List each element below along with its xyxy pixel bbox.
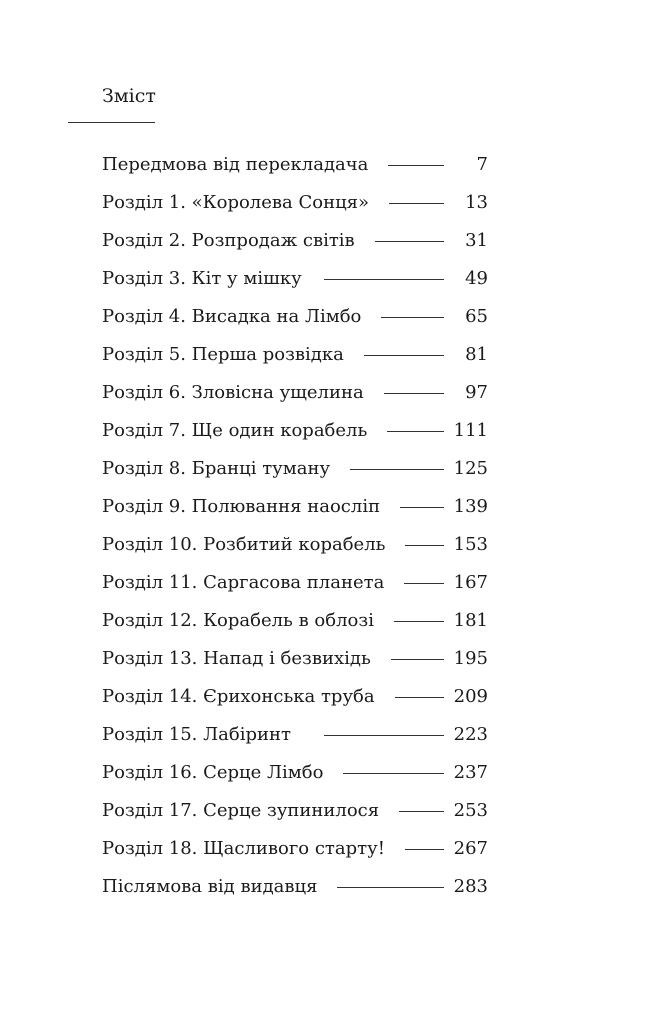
toc-entry xyxy=(102,639,488,677)
toc-entry-page-number: 195 xyxy=(453,647,488,669)
toc-entry-page-number: 267 xyxy=(453,837,488,859)
toc-entry-page-number: 237 xyxy=(453,761,488,783)
toc-entry-title: Розділ 16. Серце Лімбо xyxy=(102,761,324,783)
toc-entry xyxy=(102,183,488,221)
table-of-contents xyxy=(102,145,488,905)
toc-entry-title: Післямова від видавця xyxy=(102,875,318,897)
toc-entry-title: Розділ 5. Перша розвідка xyxy=(102,343,344,365)
toc-entry-page-number: 31 xyxy=(465,229,488,251)
toc-entry-title: Розділ 13. Напад і безвихідь xyxy=(102,647,371,669)
toc-entry-page-number: 81 xyxy=(465,343,488,365)
toc-entry-page-number: 7 xyxy=(476,153,488,175)
toc-entry-title: Розділ 4. Висадка на Лімбо xyxy=(102,305,362,327)
toc-entry xyxy=(102,487,488,525)
toc-entry-title: Розділ 15. Лабіринт xyxy=(102,723,291,745)
toc-entry-page-number: 209 xyxy=(453,685,488,707)
toc-entry-page-number: 167 xyxy=(453,571,488,593)
toc-entry-title: Розділ 12. Корабель в облозі xyxy=(102,609,374,631)
toc-entry xyxy=(102,335,488,373)
toc-entry-title: Розділ 6. Зловісна ущелина xyxy=(102,381,364,403)
toc-entry xyxy=(102,373,488,411)
toc-entry-page-number: 125 xyxy=(453,457,488,479)
toc-entry-title: Розділ 2. Розпродаж світів xyxy=(102,229,355,251)
toc-entry xyxy=(102,867,488,905)
toc-entry xyxy=(102,563,488,601)
toc-entry-page-number: 13 xyxy=(465,191,488,213)
toc-entry-title: Розділ 7. Ще один корабель xyxy=(102,419,368,441)
toc-entry-title: Розділ 17. Серце зупинилося xyxy=(102,799,380,821)
toc-entry-page-number: 49 xyxy=(465,267,488,289)
page-title: Зміст xyxy=(102,85,156,107)
toc-entry-page-number: 223 xyxy=(453,723,488,745)
toc-entry-page-number: 253 xyxy=(453,799,488,821)
toc-entry-title: Розділ 18. Щасливого старту! xyxy=(102,837,385,859)
toc-entry xyxy=(102,829,488,867)
toc-entry-title: Розділ 10. Розбитий корабель xyxy=(102,533,386,555)
toc-entry xyxy=(102,259,488,297)
heading-divider xyxy=(68,122,155,123)
toc-entry xyxy=(102,145,488,183)
toc-entry-page-number: 111 xyxy=(453,419,488,441)
toc-entry-title: Розділ 11. Саргасова планета xyxy=(102,571,385,593)
toc-entry-title: Розділ 1. «Королева Сонця» xyxy=(102,191,370,213)
toc-entry-title: Розділ 8. Бранці туману xyxy=(102,457,331,479)
toc-entry xyxy=(102,221,488,259)
toc-entry-title: Розділ 9. Полювання наосліп xyxy=(102,495,381,517)
toc-entry-page-number: 97 xyxy=(465,381,488,403)
toc-entry xyxy=(102,449,488,487)
toc-entry-title: Розділ 3. Кіт у мішку xyxy=(102,267,302,289)
toc-entry-page-number: 65 xyxy=(465,305,488,327)
toc-entry-page-number: 181 xyxy=(453,609,488,631)
toc-entry xyxy=(102,753,488,791)
toc-entry xyxy=(102,715,488,753)
toc-entry-page-number: 283 xyxy=(453,875,488,897)
toc-entry xyxy=(102,525,488,563)
toc-entry-title: Передмова від перекладача xyxy=(102,153,369,175)
toc-entry-page-number: 139 xyxy=(453,495,488,517)
toc-entry-title: Розділ 14. Єрихонська труба xyxy=(102,685,375,707)
toc-entry xyxy=(102,601,488,639)
toc-entry xyxy=(102,411,488,449)
toc-entry xyxy=(102,677,488,715)
toc-entry-page-number: 153 xyxy=(453,533,488,555)
toc-entry xyxy=(102,297,488,335)
toc-entry xyxy=(102,791,488,829)
